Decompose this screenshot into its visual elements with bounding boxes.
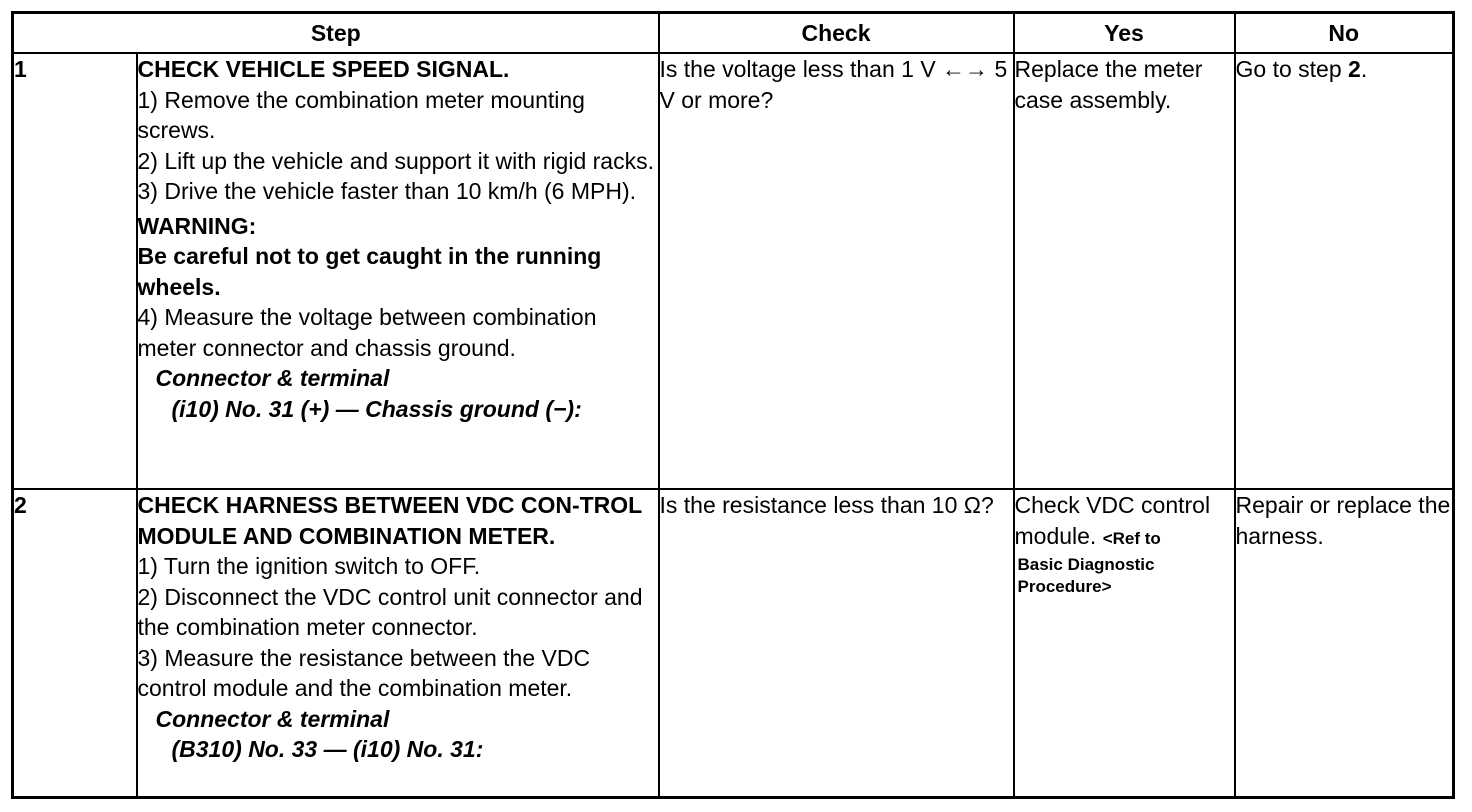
step-cell [137,489,659,798]
instruction: 3) Drive the vehicle faster than 10 km/h (6 MPH). [137,178,637,204]
instruction: 2) Lift up the vehicle and support it with rigid racks. [137,147,654,174]
table-row [13,53,1454,489]
warning-text: Be careful not to get caught in the running wheels. [137,243,602,300]
connector-value: (i10) No. 31 (+) — Chassis ground (−): [171,395,582,422]
instruction: 1) Turn the ignition switch to OFF. [137,553,481,579]
yes-cell: Replace the meter case assembly. [1014,53,1235,489]
header-no: No [1235,13,1454,54]
no-text: Go to step [1235,56,1349,82]
connector-label: Connector & terminal [155,705,390,732]
no-cell [1235,53,1454,489]
yes-line: module. [1014,522,1097,549]
yes-cell [1014,489,1235,798]
warning-label: WARNING: [137,212,257,239]
instruction: 4) Measure the voltage between combination meter connector and chassis ground. [137,304,597,361]
instruction: 3) Measure the resistance between the VDC control module and the combination meter. [137,644,591,701]
step-number: 1 [13,53,137,489]
check-cell: Is the voltage less than 1 V ←→ 5 V or more? [659,53,1014,489]
header-step: Step [13,13,659,54]
no-suffix: . [1360,56,1368,82]
no-cell: Repair or replace the harness. [1235,489,1454,798]
header-yes: Yes [1014,13,1235,54]
check-cell: Is the resistance less than 10 Ω? [659,489,1014,798]
reference-link[interactable]: Basic Diagnostic Procedure> [1017,555,1155,596]
step-number: 2 [13,489,137,798]
table-row [13,489,1454,798]
step-link[interactable]: 2 [1348,56,1361,82]
header-check: Check [659,13,1014,54]
reference-link[interactable]: <Ref to [1102,528,1161,548]
step-title: CHECK HARNESS BETWEEN VDC CON-TROL MODULE AND COMBINATION METER. [137,492,642,549]
header-row [13,13,1454,54]
yes-line: Check VDC control [1014,492,1211,518]
instruction: 1) Remove the combination meter mounting screws. [137,86,585,143]
step-title: CHECK VEHICLE SPEED SIGNAL. [137,56,510,82]
connector-label: Connector & terminal [155,365,390,391]
step-cell [137,53,659,489]
diagnostic-table [11,11,1455,799]
instruction: 2) Disconnect the VDC control unit connector and the combination meter connector. [137,583,643,640]
connector-value: (B310) No. 33 — (i10) No. 31: [171,736,484,762]
